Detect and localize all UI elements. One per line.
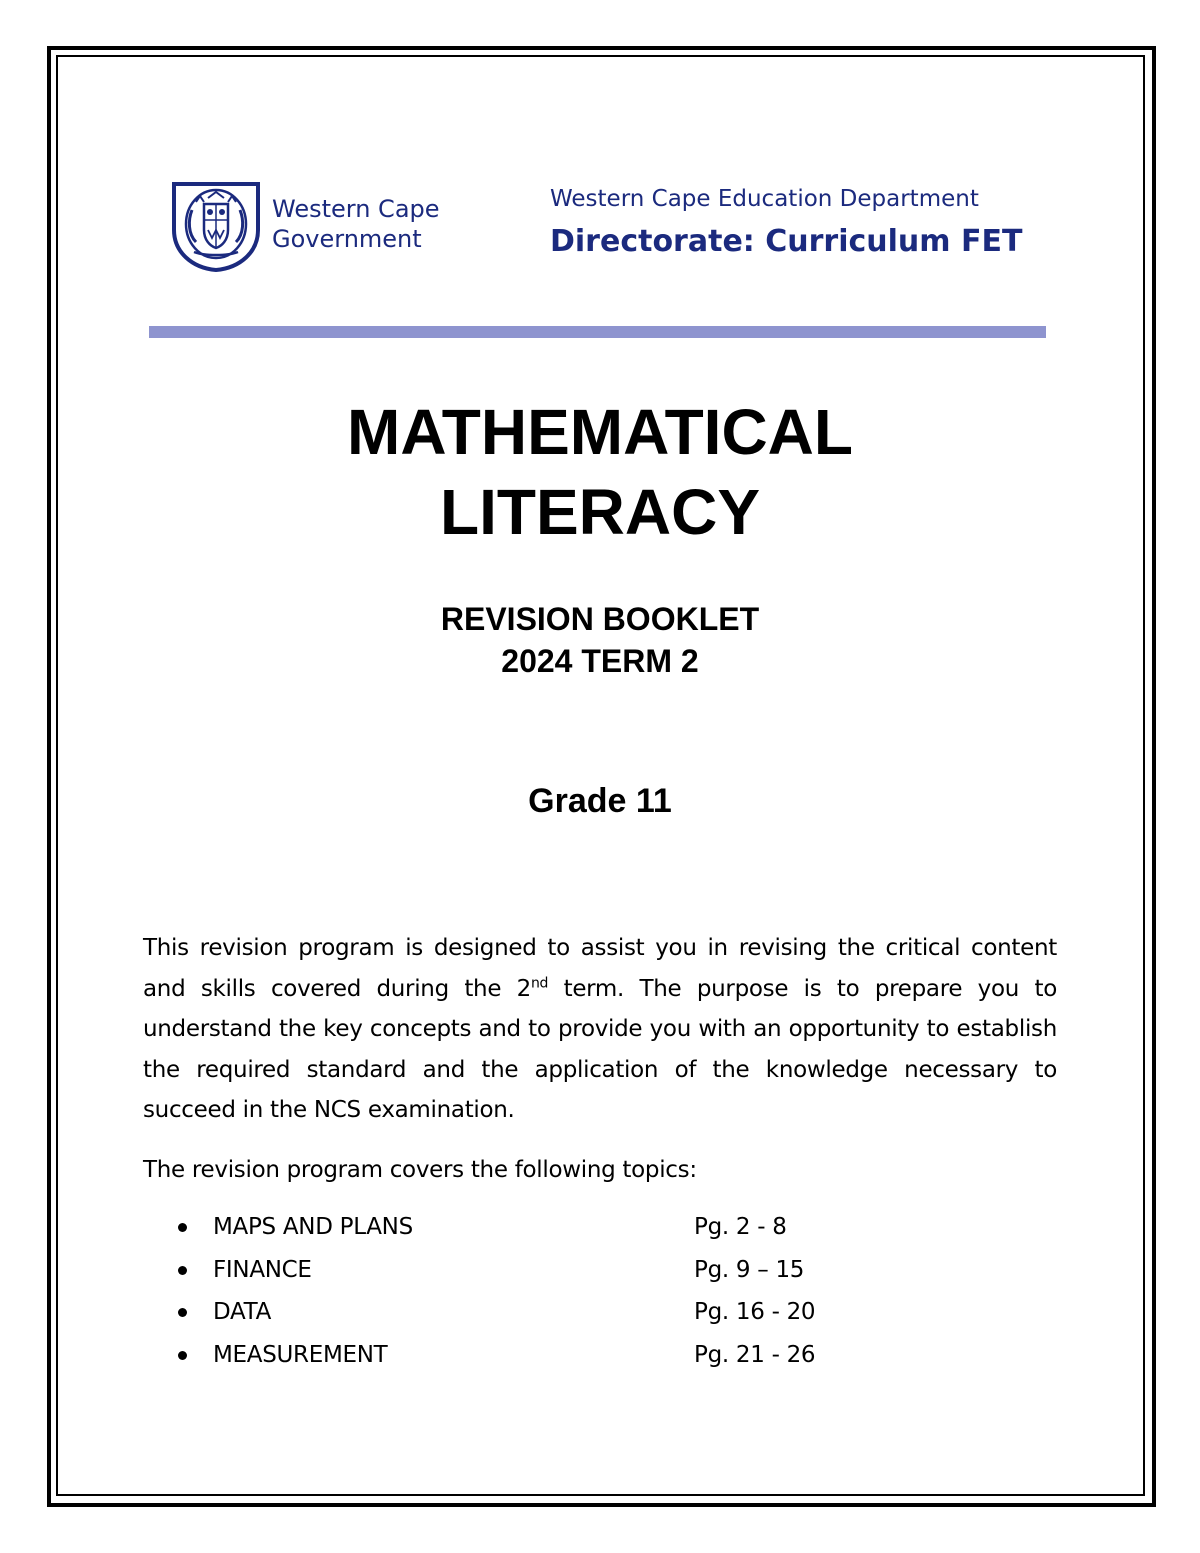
- subtitle-line2: 2024 TERM 2: [501, 643, 699, 679]
- intro-paragraph: [143, 928, 1057, 1131]
- accent-divider: [149, 326, 1046, 338]
- logo-text-line2: Government: [272, 225, 422, 253]
- topic-pages: Pg. 21 - 26: [694, 1341, 816, 1368]
- topic-pages: Pg. 16 - 20: [694, 1299, 816, 1325]
- topic-item: [170, 1206, 870, 1249]
- topics-lead-text: The revision program covers the following topics:: [143, 1157, 697, 1183]
- topic-item: [170, 1249, 870, 1292]
- directorate-name: Directorate: Curriculum FET: [550, 224, 1023, 259]
- topic-name: FINANCE: [213, 1256, 312, 1283]
- topic-name: DATA: [213, 1299, 272, 1325]
- topic-name: MEASUREMENT: [213, 1341, 388, 1368]
- grade-label: Grade 11: [528, 782, 672, 820]
- topics-list: [170, 1206, 870, 1376]
- bullet-icon: [178, 1351, 187, 1360]
- topic-name: MAPS AND PLANS: [213, 1214, 413, 1240]
- topic-item: [170, 1291, 870, 1334]
- title-line1: MATHEMATICAL: [347, 396, 853, 468]
- topic-pages: Pg. 2 - 8: [694, 1214, 787, 1240]
- subtitle-line1: REVISION BOOKLET: [440, 601, 760, 637]
- department-header: [550, 184, 1070, 262]
- document-title: [0, 392, 1200, 552]
- logo-text-line1: Western Cape: [272, 195, 440, 223]
- intro-text-part2: term. The purpose is to prepare you to understand the key concepts and to provide you with an opportunity to establish the required standard and the application of the knowledge necessary to succeed in the NCS examination.: [143, 975, 1057, 1123]
- bullet-icon: [178, 1308, 187, 1317]
- department-name: Western Cape Education Department: [550, 186, 979, 212]
- bullet-icon: [178, 1223, 187, 1232]
- topic-pages: Pg. 9 – 15: [694, 1256, 805, 1283]
- topic-item: [170, 1334, 870, 1377]
- intro-superscript: nd: [530, 974, 549, 991]
- title-line2: LITERACY: [440, 476, 760, 548]
- coat-of-arms-icon: [170, 180, 262, 272]
- intro-text-part1: This revision program is designed to assist you in revising the critical content and skills covered during the 2: [143, 935, 1057, 1002]
- western-cape-government-logo: [170, 180, 480, 272]
- document-subtitle: [0, 598, 1200, 682]
- bullet-icon: [178, 1266, 187, 1275]
